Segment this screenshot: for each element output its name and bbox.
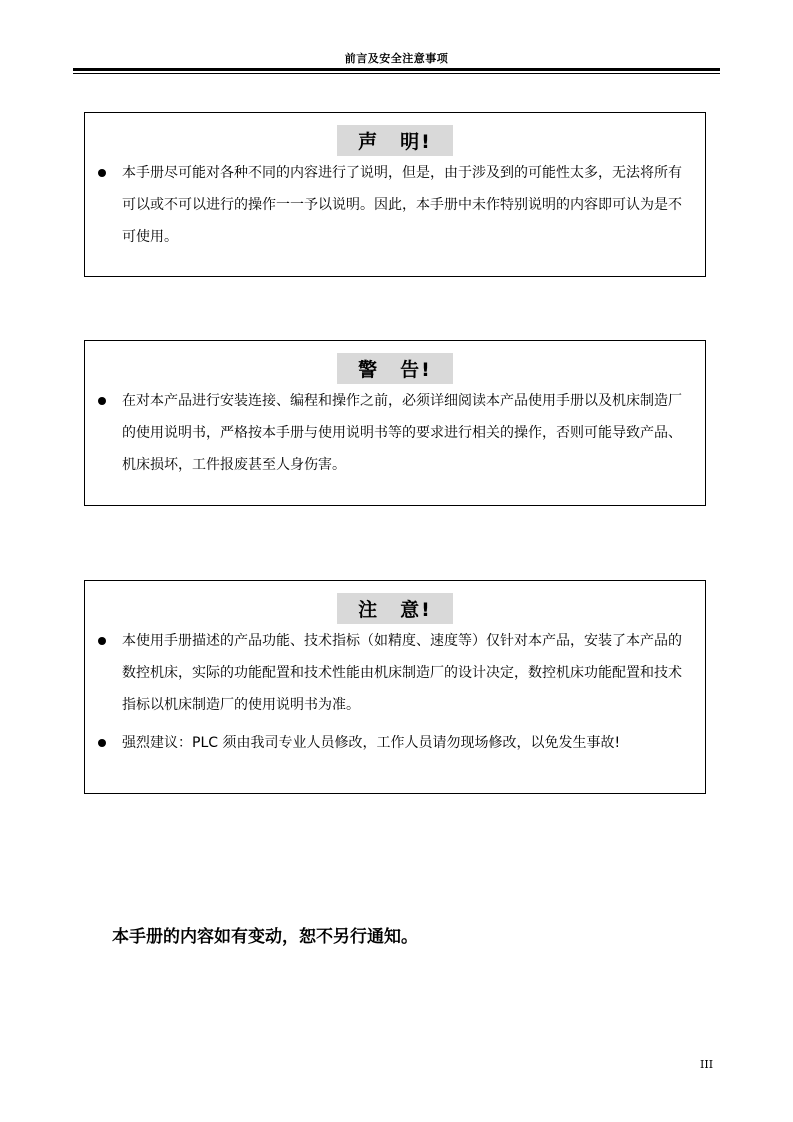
caution-box (84, 580, 706, 794)
caution-item-2: 强烈建议：PLC 须由我司专业人员修改，工作人员请勿现场修改，以免发生事故! (122, 735, 621, 751)
disclaimer-box (84, 112, 706, 277)
page-number: III (700, 1058, 714, 1071)
footer-note: 本手册的内容如有变动，恕不另行通知。 (112, 927, 418, 947)
warning-box (84, 340, 706, 506)
header-rule-thin (73, 73, 720, 74)
header-rule-thick (73, 68, 720, 71)
warning-title: 警 告! (337, 353, 453, 384)
warning-item: 在对本产品进行安装连接、编程和操作之前，必须详细阅读本产品使用手册以及机床制造厂的使用说明书，严格按本手册与使用说明书等的要求进行相关的操作，否则可能导致产品、机床损坏，工件报废甚至人身伤害。 (122, 393, 682, 473)
bullet-icon (98, 169, 106, 177)
disclaimer-title: 声 明! (337, 125, 453, 156)
page-header-title: 前言及安全注意事项 (344, 52, 449, 65)
caution-title: 注 意! (337, 593, 453, 624)
bullet-icon (98, 397, 106, 405)
disclaimer-item: 本手册尽可能对各种不同的内容进行了说明，但是，由于涉及到的可能性太多，无法将所有可以或不可以进行的操作一一予以说明。因此，本手册中未作特别说明的内容即可认为是不可使用。 (122, 165, 682, 245)
caution-item-1: 本使用手册描述的产品功能、技术指标（如精度、速度等）仅针对本产品，安装了本产品的数控机床，实际的功能配置和技术性能由机床制造厂的设计决定，数控机床功能配置和技术指标以机床制造厂的使用说明书为准。 (122, 633, 682, 713)
bullet-icon (98, 739, 106, 747)
bullet-icon (98, 637, 106, 645)
